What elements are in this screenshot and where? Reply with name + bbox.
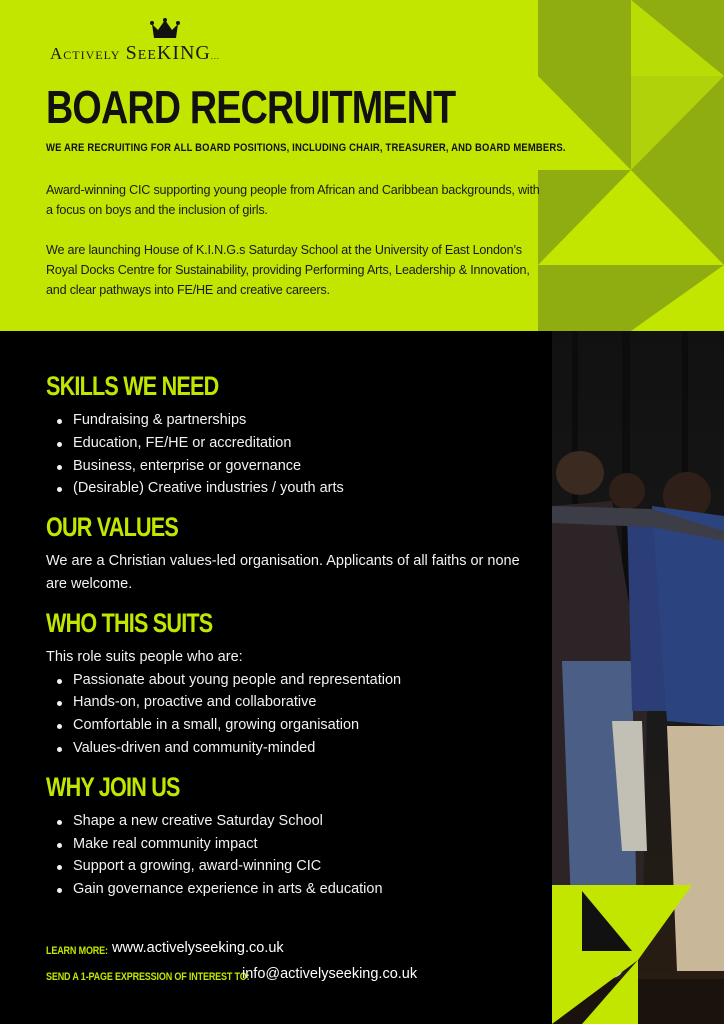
list-item: Shape a new creative Saturday School xyxy=(46,810,536,833)
list-item: Hands-on, proactive and collaborative xyxy=(46,691,536,714)
send-eoi-label: SEND A 1-PAGE EXPRESSION OF INTEREST TO: xyxy=(46,970,250,983)
page-subtitle: WE ARE RECRUITING FOR ALL BOARD POSITIONS, INCLUDING CHAIR, TREASURER, AND BOARD MEMBERS. xyxy=(46,142,566,154)
group-huddle-photo xyxy=(552,331,724,1024)
intro-paragraph-1: Award-winning CIC supporting young people from African and Caribbean backgrounds, with a focus on boys and the inclusion of girls. xyxy=(46,183,540,217)
learn-more-row xyxy=(46,942,566,960)
join-list xyxy=(46,810,536,901)
intro-paragraph-2: We are launching House of K.I.N.G.s Saturday School at the University of East London’s Royal Docks Centre for Sustainability, providing Performing Arts, Leadership & Innovation, and clear pathways into FE/HE and creative careers. xyxy=(46,243,530,297)
list-item: (Desirable) Creative industries / youth arts xyxy=(46,477,536,500)
suits-lead: This role suits people who are: xyxy=(46,648,243,665)
list-item: Comfortable in a small, growing organisation xyxy=(46,714,536,737)
email-link[interactable]: info@activelyseeking.co.uk xyxy=(242,966,418,982)
list-item: Fundraising & partnerships xyxy=(46,409,536,432)
geometric-tile-pattern xyxy=(538,0,724,331)
actively-seeking-logo xyxy=(50,18,250,64)
suits-list xyxy=(46,669,536,760)
list-item: Gain governance experience in arts & education xyxy=(46,878,536,901)
page-title: BOARD RECRUITMENT xyxy=(46,81,456,133)
details-content xyxy=(46,371,536,901)
logo-suffix: ... xyxy=(210,52,220,61)
skills-heading: SKILLS WE NEED xyxy=(46,371,219,401)
send-eoi-row xyxy=(46,968,566,986)
values-text: We are a Christian values-led organisation. Applicants of all faiths or none are welcome. xyxy=(46,553,520,592)
logo-wordmark xyxy=(50,42,220,65)
skills-list xyxy=(46,409,536,500)
learn-more-label: LEARN MORE: xyxy=(46,944,108,957)
suits-heading: WHO THIS SUITS xyxy=(46,607,213,638)
logo-text-actively: Actively xyxy=(50,44,121,63)
details-section xyxy=(0,331,724,1024)
values-heading: OUR VALUES xyxy=(46,512,179,543)
header-section xyxy=(0,0,724,331)
list-item: Make real community impact xyxy=(46,833,536,856)
list-item: Values-driven and community-minded xyxy=(46,737,536,760)
logo-text-seeking: SeeKING xyxy=(125,42,211,64)
list-item: Business, enterprise or governance xyxy=(46,455,536,478)
list-item: Education, FE/HE or accreditation xyxy=(46,432,536,455)
join-heading: WHY JOIN US xyxy=(46,771,180,802)
list-item: Passionate about young people and representation xyxy=(46,669,536,692)
crown-icon xyxy=(150,18,180,40)
intro-text xyxy=(46,180,546,320)
website-link[interactable]: www.activelyseeking.co.uk xyxy=(112,940,284,956)
list-item: Support a growing, award-winning CIC xyxy=(46,855,536,878)
